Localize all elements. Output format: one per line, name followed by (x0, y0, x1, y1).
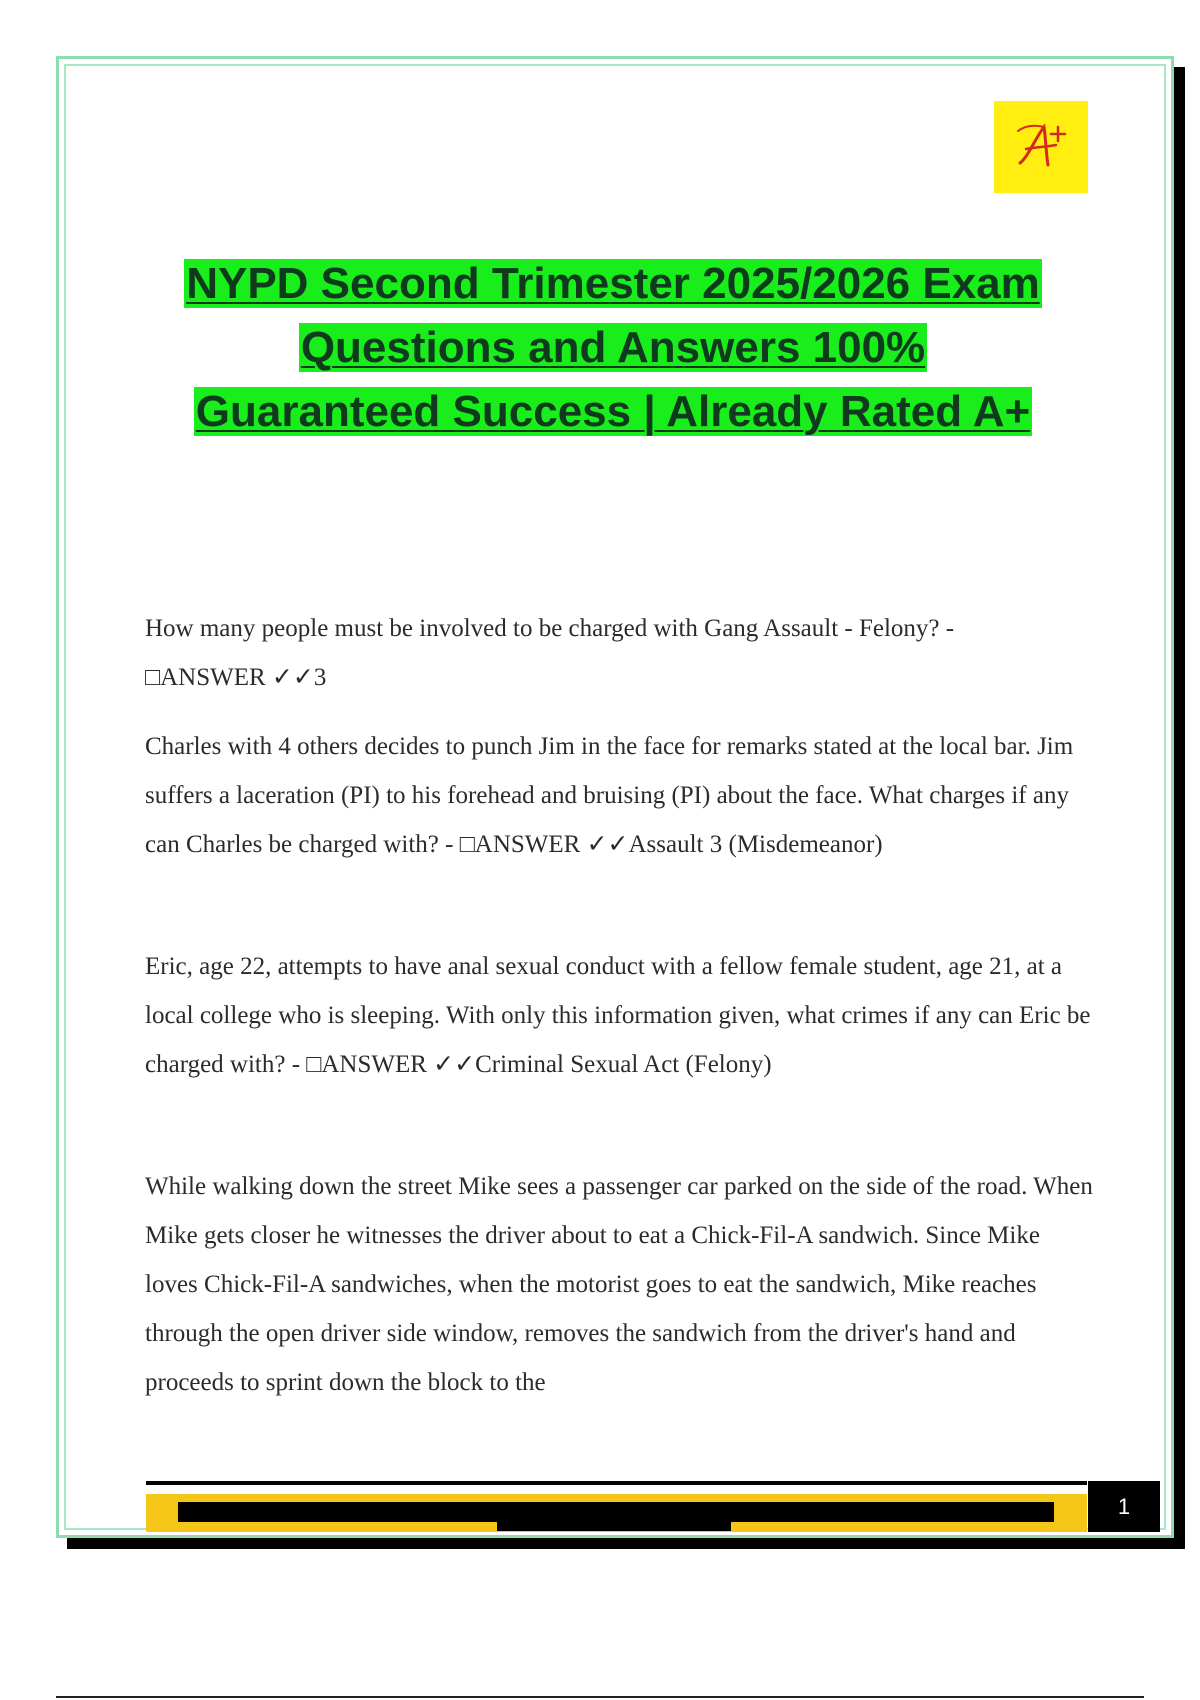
qa-answer-prefix: □ANSWER ✓✓ (306, 1051, 476, 1078)
title-line-3: Guaranteed Success | Already Rated A+ (195, 387, 1031, 436)
qa-item (145, 722, 1095, 869)
qa-answer-prefix: □ANSWER ✓✓ (145, 664, 314, 691)
qa-answer-prefix: □ANSWER ✓✓ (459, 831, 629, 858)
qa-question: While walking down the street Mike sees a passenger car parked on the side of the road. When Mike gets closer he witnesses the driver about to eat a Chick-Fil-A sandwich. Since Mike loves Chick-Fil-A sandwiches, when the motorist goes to eat the sandwich, Mike reaches through the open driver side window, removes the sandwich from the driver's hand and proceeds to sprint down the block to the (145, 1173, 1093, 1396)
footer-rule (146, 1481, 1087, 1485)
title-line-2: Questions and Answers 100% (300, 323, 926, 372)
qa-answer: Criminal Sexual Act (Felony) (475, 1051, 772, 1078)
qa-question: How many people must be involved to be charged with Gang Assault - Felony? - (145, 615, 955, 642)
qa-question: Charles with 4 others decides to punch Jim in the face for remarks stated at the local bar. Jim suffers a laceration (PI) to his forehead and bruising (PI) about the face. What charges if any can Charles be charged with? - (145, 733, 1074, 858)
qa-answer: Assault 3 (Misdemeanor) (628, 831, 883, 858)
next-page-edge (56, 1696, 1144, 1698)
qa-item (145, 1162, 1095, 1407)
qa-answer: 3 (313, 664, 327, 691)
qa-question: Eric, age 22, attempts to have anal sexual conduct with a fellow female student, age 21, at a local college who is sleeping. With only this information given, what crimes if any can Eric be charged with? - (145, 953, 1091, 1078)
qa-item (145, 942, 1095, 1089)
a-plus-logo (994, 101, 1088, 193)
footer-bar-inner (178, 1502, 1054, 1522)
document-title (140, 252, 1086, 444)
footer-bar-stub (497, 1522, 731, 1531)
qa-item (145, 604, 1095, 702)
title-line-1: NYPD Second Trimester 2025/2026 Exam (186, 259, 1040, 308)
page-number: 1 (1088, 1481, 1160, 1532)
a-plus-logo-icon (1006, 117, 1076, 177)
